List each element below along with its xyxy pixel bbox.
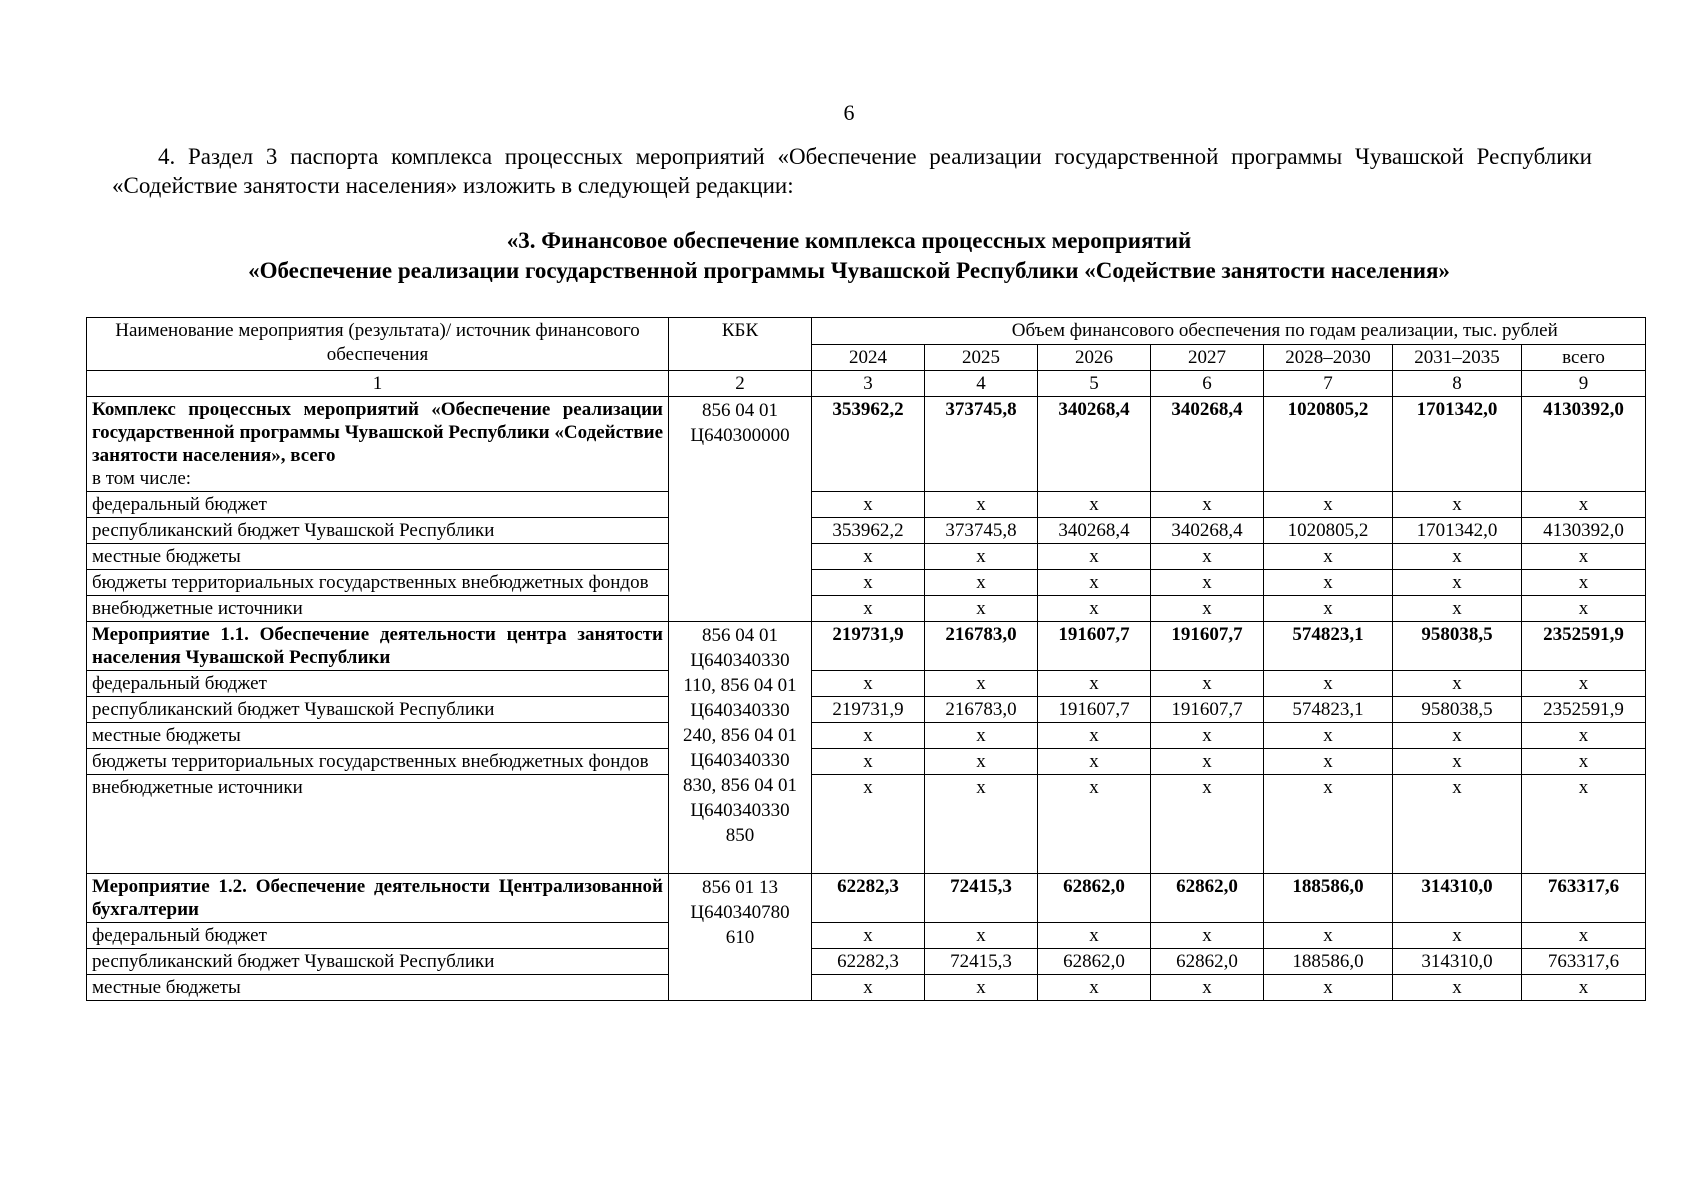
- header-year: 2026: [1038, 345, 1151, 371]
- source-label: внебюджетные источники: [87, 596, 669, 622]
- header-volume: Объем финансового обеспечения по годам реализации, тыс. рублей: [925, 318, 1646, 345]
- source-label: бюджеты территориальных государственных внебюджетных фондов: [87, 749, 669, 775]
- total-value: 340268,4: [1151, 397, 1264, 492]
- value-cell: x: [812, 544, 925, 570]
- value-cell: x: [1151, 544, 1264, 570]
- total-value: 62862,0: [1151, 874, 1264, 923]
- value-cell: x: [1151, 749, 1264, 775]
- value-cell: x: [1522, 923, 1646, 949]
- value-cell: x: [1522, 775, 1646, 874]
- header-name: Наименование мероприятия (результата)/ источник финансового обеспечения: [87, 318, 669, 371]
- value-cell: 340268,4: [1038, 518, 1151, 544]
- header-year: 2025: [925, 345, 1038, 371]
- header-kbk: КБК: [669, 318, 812, 371]
- value-cell: x: [1038, 749, 1151, 775]
- source-label: федеральный бюджет: [87, 492, 669, 518]
- value-cell: x: [1151, 492, 1264, 518]
- table-row: [87, 775, 1646, 874]
- source-label: республиканский бюджет Чувашской Республики: [87, 949, 669, 975]
- intro-paragraph: 4. Раздел 3 паспорта комплекса процессных мероприятий «Обеспечение реализации государственной программы Чувашской Республики «Содействие занятости населения» изложить в следующей редакции:: [112, 144, 1592, 198]
- value-cell: x: [925, 775, 1038, 874]
- value-cell: 353962,2: [812, 518, 925, 544]
- financing-table: [86, 317, 1646, 1001]
- value-cell: x: [1038, 923, 1151, 949]
- value-cell: 191607,7: [1151, 697, 1264, 723]
- column-number: 5: [1038, 371, 1151, 397]
- table-row: [87, 723, 1646, 749]
- value-cell: x: [925, 723, 1038, 749]
- value-cell: x: [1151, 975, 1264, 1001]
- total-value: 763317,6: [1522, 874, 1646, 923]
- header-year: всего: [1522, 345, 1646, 371]
- value-cell: x: [1264, 775, 1393, 874]
- value-cell: x: [925, 749, 1038, 775]
- value-cell: x: [1393, 923, 1522, 949]
- value-cell: x: [1393, 570, 1522, 596]
- table-row: [87, 749, 1646, 775]
- value-cell: x: [1264, 570, 1393, 596]
- value-cell: x: [1264, 671, 1393, 697]
- table-header-row-numbers: [87, 371, 1646, 397]
- value-cell: x: [1151, 596, 1264, 622]
- value-cell: x: [1522, 749, 1646, 775]
- value-cell: x: [1264, 749, 1393, 775]
- table-row: [87, 697, 1646, 723]
- value-cell: x: [1038, 723, 1151, 749]
- value-cell: x: [812, 723, 925, 749]
- header-year: 2031–2035: [1393, 345, 1522, 371]
- section-title: [90, 226, 1608, 286]
- column-number: 2: [669, 371, 812, 397]
- column-number: 1: [87, 371, 669, 397]
- value-cell: x: [812, 570, 925, 596]
- header-year: 2024: [812, 345, 925, 371]
- block-subtitle: в том числе:: [92, 468, 192, 489]
- value-cell: 373745,8: [925, 518, 1038, 544]
- source-label: республиканский бюджет Чувашской Республики: [87, 697, 669, 723]
- value-cell: 4130392,0: [1522, 518, 1646, 544]
- total-value: 219731,9: [812, 622, 925, 671]
- total-value: 188586,0: [1264, 874, 1393, 923]
- column-number: 6: [1151, 371, 1264, 397]
- value-cell: x: [812, 923, 925, 949]
- value-cell: 191607,7: [1038, 697, 1151, 723]
- value-cell: x: [1522, 723, 1646, 749]
- table-row: [87, 518, 1646, 544]
- total-value: 191607,7: [1038, 622, 1151, 671]
- total-value: 72415,3: [925, 874, 1038, 923]
- block-title-cell: [87, 397, 669, 492]
- value-cell: x: [1038, 596, 1151, 622]
- table-row: [87, 570, 1646, 596]
- total-value: 62862,0: [1038, 874, 1151, 923]
- kbk-cell: 856 01 13 Ц640340780 610: [669, 874, 812, 1001]
- value-cell: x: [1264, 596, 1393, 622]
- value-cell: x: [812, 775, 925, 874]
- value-cell: x: [1393, 544, 1522, 570]
- table-row: [87, 492, 1646, 518]
- value-cell: x: [1151, 671, 1264, 697]
- table-row: [87, 923, 1646, 949]
- value-cell: x: [1038, 570, 1151, 596]
- total-value: 4130392,0: [1522, 397, 1646, 492]
- source-label: местные бюджеты: [87, 544, 669, 570]
- value-cell: x: [1522, 671, 1646, 697]
- value-cell: x: [1393, 492, 1522, 518]
- source-label: местные бюджеты: [87, 975, 669, 1001]
- section-title-line-1: «3. Финансовое обеспечение комплекса процессных мероприятий: [506, 228, 1192, 253]
- source-label: республиканский бюджет Чувашской Республики: [87, 518, 669, 544]
- value-cell: x: [1393, 749, 1522, 775]
- total-value: 574823,1: [1264, 622, 1393, 671]
- value-cell: x: [1522, 492, 1646, 518]
- value-cell: 314310,0: [1393, 949, 1522, 975]
- value-cell: x: [925, 544, 1038, 570]
- value-cell: x: [1264, 723, 1393, 749]
- value-cell: x: [1038, 775, 1151, 874]
- total-value: 1701342,0: [1393, 397, 1522, 492]
- table-row: [87, 975, 1646, 1001]
- table-row: [87, 544, 1646, 570]
- value-cell: x: [812, 596, 925, 622]
- value-cell: x: [1038, 492, 1151, 518]
- value-cell: x: [925, 923, 1038, 949]
- source-label: внебюджетные источники: [87, 775, 669, 874]
- source-label: местные бюджеты: [87, 723, 669, 749]
- block-title: Мероприятие 1.1. Обеспечение деятельности центра занятости населения Чувашской Республики: [87, 622, 669, 671]
- value-cell: x: [1264, 975, 1393, 1001]
- value-cell: x: [1393, 671, 1522, 697]
- total-value: 373745,8: [925, 397, 1038, 492]
- value-cell: x: [1522, 570, 1646, 596]
- column-number: 8: [1393, 371, 1522, 397]
- total-value: 191607,7: [1151, 622, 1264, 671]
- total-value: 353962,2: [812, 397, 925, 492]
- value-cell: x: [1393, 596, 1522, 622]
- source-label: федеральный бюджет: [87, 923, 669, 949]
- table-row: [87, 671, 1646, 697]
- value-cell: 574823,1: [1264, 697, 1393, 723]
- value-cell: x: [925, 975, 1038, 1001]
- table-row: [87, 596, 1646, 622]
- table-header-row-1: [87, 318, 1646, 345]
- table-row-block-total: [87, 874, 1646, 923]
- page-number: 6: [843, 100, 855, 125]
- value-cell: 1701342,0: [1393, 518, 1522, 544]
- value-cell: 62862,0: [1151, 949, 1264, 975]
- total-value: 216783,0: [925, 622, 1038, 671]
- value-cell: x: [1522, 596, 1646, 622]
- value-cell: x: [925, 596, 1038, 622]
- total-value: 340268,4: [1038, 397, 1151, 492]
- kbk-cell: 856 04 01 Ц640340330 110, 856 04 01 Ц640340330 240, 856 04 01 Ц640340330 830, 856 04 01 Ц640340330 850: [669, 622, 812, 874]
- value-cell: 62862,0: [1038, 949, 1151, 975]
- column-number: 3: [812, 371, 925, 397]
- value-cell: x: [1038, 671, 1151, 697]
- value-cell: x: [925, 492, 1038, 518]
- table-row-block-total: [87, 397, 1646, 492]
- block-title: Мероприятие 1.2. Обеспечение деятельности Централизованной бухгалтерии: [87, 874, 669, 923]
- value-cell: x: [1151, 570, 1264, 596]
- table-row: [87, 949, 1646, 975]
- value-cell: x: [1264, 544, 1393, 570]
- value-cell: x: [1151, 723, 1264, 749]
- value-cell: 763317,6: [1522, 949, 1646, 975]
- value-cell: x: [925, 570, 1038, 596]
- value-cell: 2352591,9: [1522, 697, 1646, 723]
- header-empty: [812, 318, 925, 345]
- value-cell: 958038,5: [1393, 697, 1522, 723]
- total-value: 2352591,9: [1522, 622, 1646, 671]
- column-number: 9: [1522, 371, 1646, 397]
- header-year: 2028–2030: [1264, 345, 1393, 371]
- kbk-cell: 856 04 01 Ц640300000: [669, 397, 812, 622]
- source-label: федеральный бюджет: [87, 671, 669, 697]
- value-cell: 219731,9: [812, 697, 925, 723]
- value-cell: 188586,0: [1264, 949, 1393, 975]
- value-cell: x: [1264, 492, 1393, 518]
- value-cell: 340268,4: [1151, 518, 1264, 544]
- value-cell: x: [812, 749, 925, 775]
- table-row-block-total: [87, 622, 1646, 671]
- value-cell: x: [925, 671, 1038, 697]
- value-cell: x: [1038, 975, 1151, 1001]
- value-cell: x: [1151, 923, 1264, 949]
- total-value: 62282,3: [812, 874, 925, 923]
- value-cell: x: [812, 975, 925, 1001]
- value-cell: x: [1264, 923, 1393, 949]
- total-value: 958038,5: [1393, 622, 1522, 671]
- total-value: 314310,0: [1393, 874, 1522, 923]
- value-cell: x: [1522, 544, 1646, 570]
- column-number: 7: [1264, 371, 1393, 397]
- value-cell: x: [1393, 723, 1522, 749]
- value-cell: 72415,3: [925, 949, 1038, 975]
- value-cell: x: [1393, 775, 1522, 874]
- block-title: Комплекс процессных мероприятий «Обеспечение реализации государственной программы Чувашской Республики «Содействие занятости населения», всего: [92, 399, 663, 466]
- header-year: 2027: [1151, 345, 1264, 371]
- source-label: бюджеты территориальных государственных внебюджетных фондов: [87, 570, 669, 596]
- total-value: 1020805,2: [1264, 397, 1393, 492]
- value-cell: x: [1151, 775, 1264, 874]
- value-cell: x: [1393, 975, 1522, 1001]
- section-title-line-2: «Обеспечение реализации государственной программы Чувашской Республики «Содействие занятости населения»: [248, 258, 1450, 283]
- value-cell: x: [812, 492, 925, 518]
- value-cell: x: [1038, 544, 1151, 570]
- value-cell: x: [1522, 975, 1646, 1001]
- column-number: 4: [925, 371, 1038, 397]
- value-cell: 216783,0: [925, 697, 1038, 723]
- value-cell: x: [812, 671, 925, 697]
- value-cell: 62282,3: [812, 949, 925, 975]
- value-cell: 1020805,2: [1264, 518, 1393, 544]
